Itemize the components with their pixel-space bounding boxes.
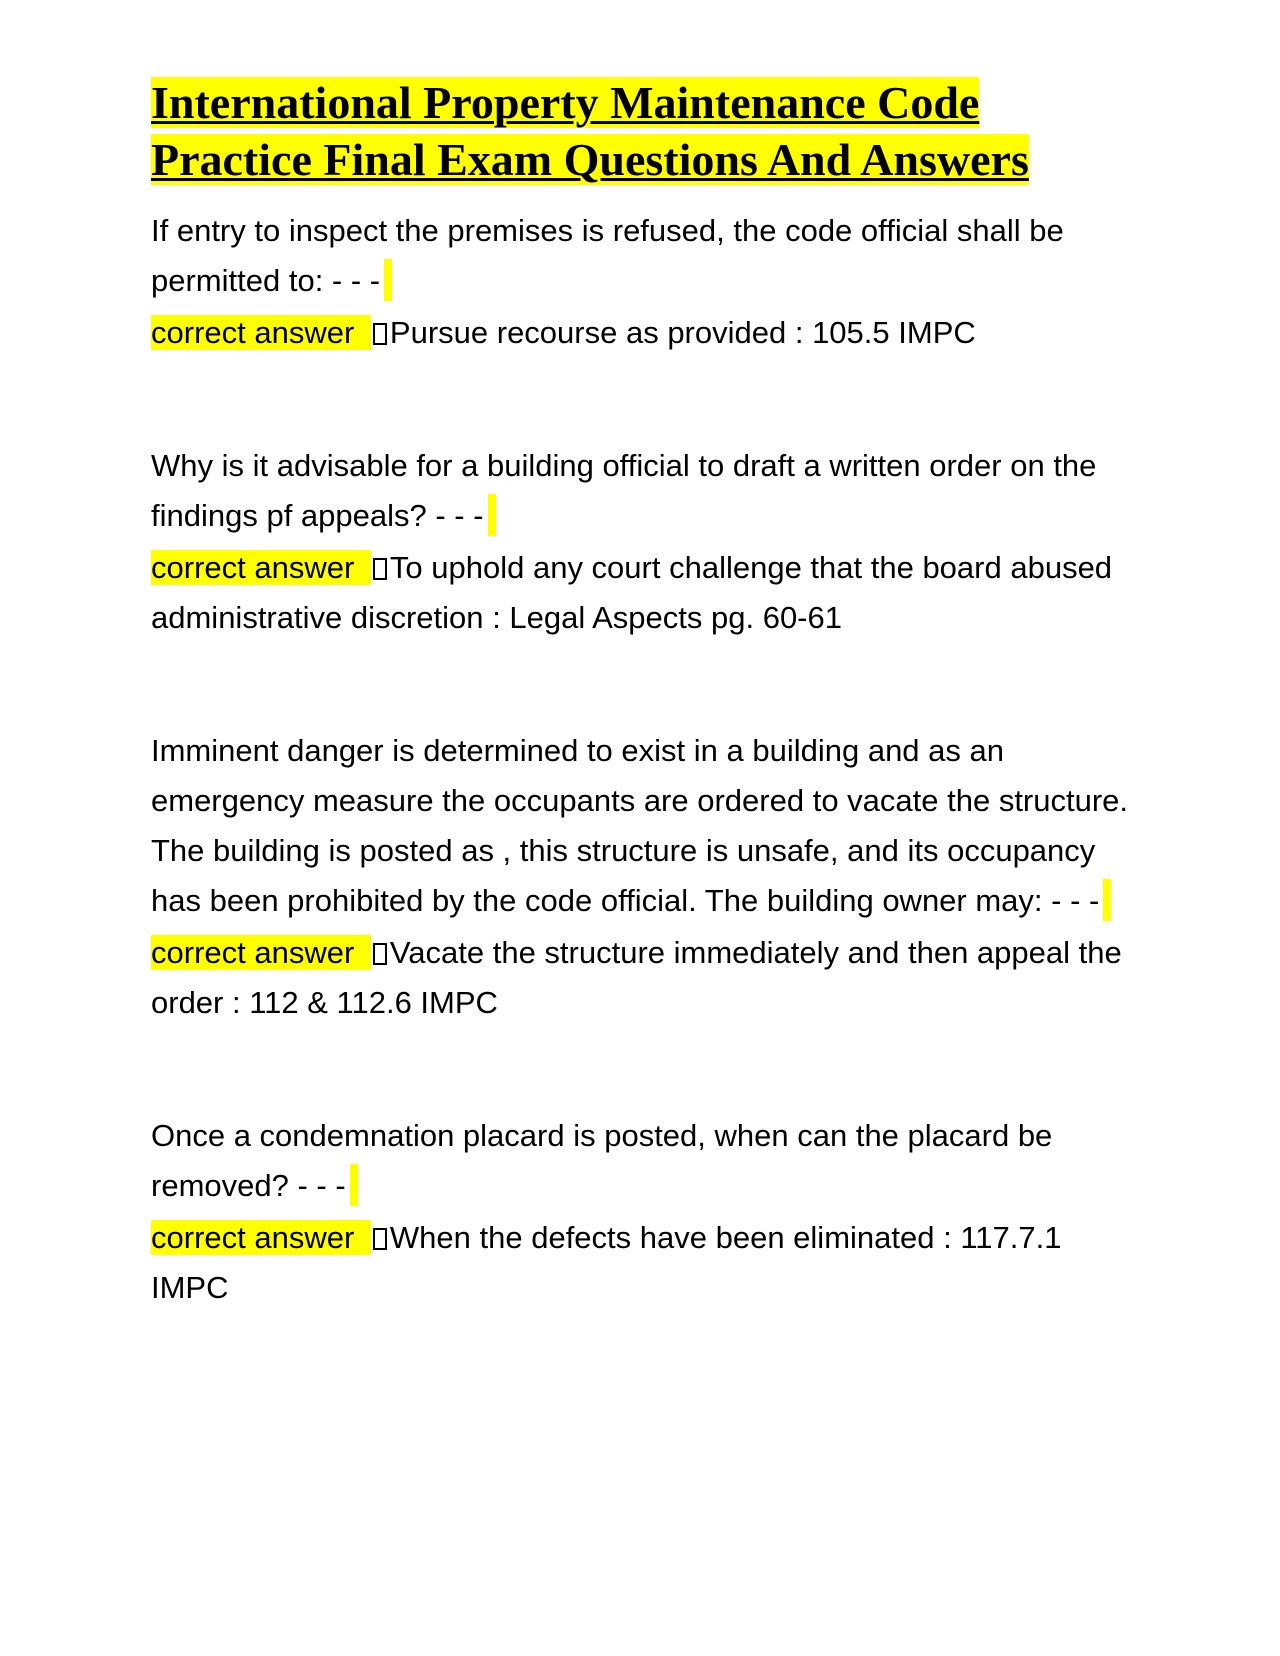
missing-glyph-icon — [373, 323, 387, 345]
question-text: Once a condemnation placard is posted, when can the placard be removed? - - - — [151, 1111, 1131, 1211]
missing-glyph-icon — [373, 1228, 387, 1250]
missing-glyph-icon — [373, 943, 387, 965]
qa-item-4 — [151, 1111, 1131, 1313]
question-text: If entry to inspect the premises is refused, the code official shall be permitted to: - - - — [151, 206, 1131, 306]
title-line-1: International Property Maintenance Code — [151, 77, 980, 128]
qa-item-3 — [151, 726, 1131, 1028]
qa-item-2 — [151, 441, 1131, 643]
document-title — [151, 74, 1131, 188]
highlight-marker — [384, 259, 392, 301]
answer-text: correct answer To uphold any court challenge that the board abused administrative discretion : Legal Aspects pg. 60-61 — [151, 550, 1113, 635]
title-line-2: Practice Final Exam Questions And Answers — [151, 134, 1029, 185]
highlight-marker — [350, 1164, 358, 1206]
highlight-marker — [488, 494, 496, 536]
answer-label: correct answer — [151, 935, 371, 970]
answer-label: correct answer — [151, 315, 371, 350]
document-page — [151, 74, 1131, 1313]
answer-label: correct answer — [151, 1220, 371, 1255]
missing-glyph-icon — [373, 558, 387, 580]
qa-item-1 — [151, 206, 1131, 358]
answer-text: correct answer Pursue recourse as provided : 105.5 IMPC — [151, 315, 976, 350]
highlight-marker — [1103, 879, 1111, 921]
answer-label: correct answer — [151, 550, 371, 585]
answer-text: correct answer When the defects have been eliminated : 117.7.1 IMPC — [151, 1220, 1062, 1305]
answer-text: correct answer Vacate the structure immediately and then appeal the order : 112 & 112.6 IMPC — [151, 935, 1122, 1020]
question-text: Why is it advisable for a building official to draft a written order on the findings pf appeals? - - - — [151, 441, 1131, 541]
question-text: Imminent danger is determined to exist in a building and as an emergency measure the occupants are ordered to vacate the structure. The building is posted as , this structure is unsafe, and its occupancy has been prohibited by the code official. The building owner may: - - - — [151, 726, 1131, 926]
